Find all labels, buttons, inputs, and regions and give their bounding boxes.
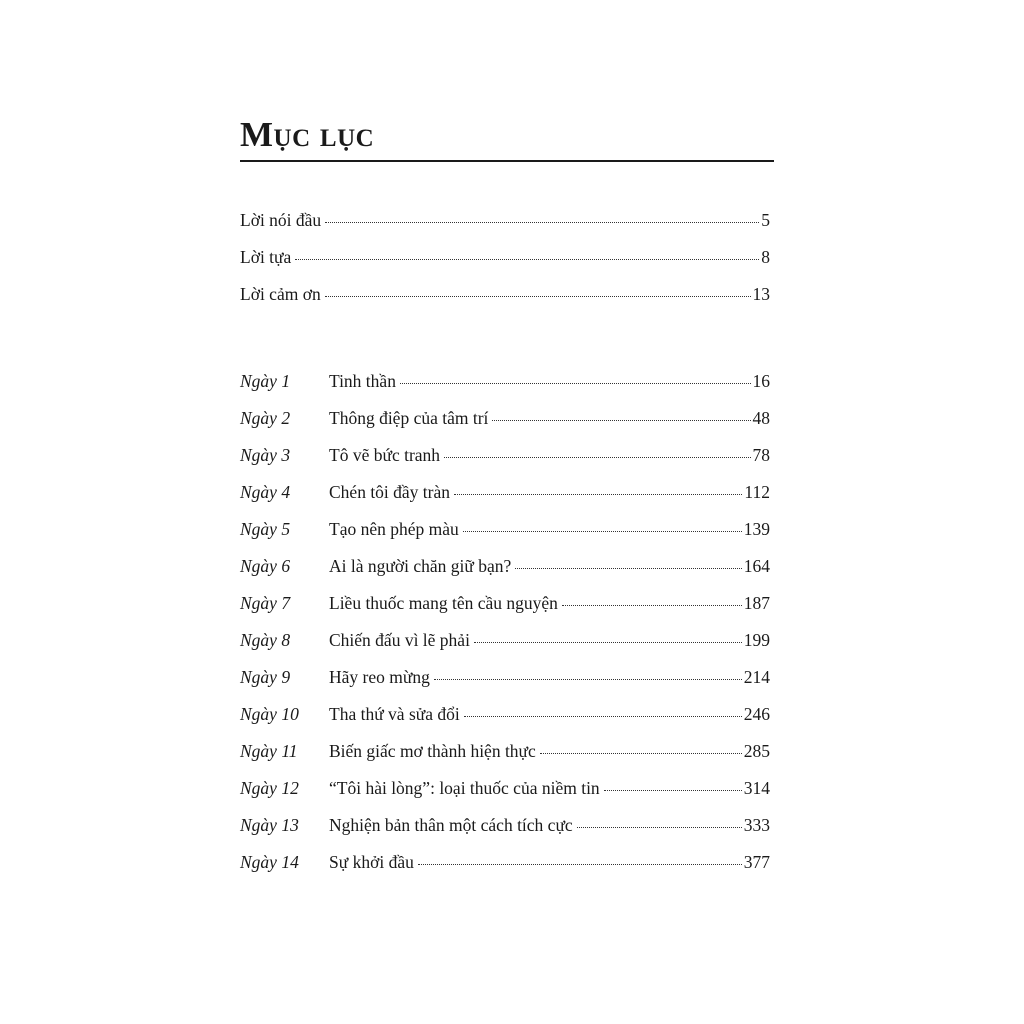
page-number: 5 xyxy=(761,210,770,230)
toc-entry-day-7[interactable] xyxy=(240,593,774,630)
dot-leader xyxy=(400,383,751,384)
day-label: Ngày 2 xyxy=(240,408,291,428)
toc-entry-preface[interactable] xyxy=(240,210,774,247)
dot-leader xyxy=(325,296,751,297)
day-label: Ngày 7 xyxy=(240,593,291,613)
dot-leader xyxy=(562,605,742,606)
entry-title: Nghiện bản thân một cách tích cực xyxy=(329,815,573,835)
entry-title: Lời tựa xyxy=(240,247,292,267)
page-number: 13 xyxy=(752,284,770,304)
page-number: 285 xyxy=(743,741,770,761)
days-list xyxy=(240,371,774,889)
page-number: 8 xyxy=(761,247,770,267)
entry-title: “Tôi hài lòng”: loại thuốc của niềm tin xyxy=(329,778,600,798)
day-label: Ngày 1 xyxy=(240,371,291,391)
toc-entry-day-5[interactable] xyxy=(240,519,774,556)
dot-leader xyxy=(515,568,741,569)
dot-leader xyxy=(295,259,759,260)
dot-leader xyxy=(434,679,742,680)
dot-leader xyxy=(540,753,742,754)
entry-title: Sự khởi đầu xyxy=(329,852,414,872)
entry-title: Tinh thần xyxy=(329,371,396,391)
toc-entry-foreword[interactable] xyxy=(240,247,774,284)
page-number: 16 xyxy=(752,371,770,391)
toc-entry-day-14[interactable] xyxy=(240,852,774,889)
dot-leader xyxy=(463,531,742,532)
dot-leader xyxy=(577,827,742,828)
entry-title: Tha thứ và sửa đổi xyxy=(329,704,460,724)
dot-leader xyxy=(418,864,742,865)
day-label: Ngày 10 xyxy=(240,704,299,724)
entry-title: Tô vẽ bức tranh xyxy=(329,445,441,465)
toc-entry-day-2[interactable] xyxy=(240,408,774,445)
toc-entry-day-9[interactable] xyxy=(240,667,774,704)
page-number: 214 xyxy=(743,667,770,687)
day-label: Ngày 5 xyxy=(240,519,291,539)
toc-entry-day-12[interactable] xyxy=(240,778,774,815)
toc-entry-day-1[interactable] xyxy=(240,371,774,408)
entry-title: Thông điệp của tâm trí xyxy=(329,408,489,428)
table-of-contents-page xyxy=(240,112,774,889)
day-label: Ngày 6 xyxy=(240,556,291,576)
page-number: 246 xyxy=(743,704,770,724)
toc-entry-day-8[interactable] xyxy=(240,630,774,667)
toc-entry-day-4[interactable] xyxy=(240,482,774,519)
page-number: 199 xyxy=(743,630,770,650)
dot-leader xyxy=(492,420,750,421)
toc-entry-day-11[interactable] xyxy=(240,741,774,778)
page-number: 333 xyxy=(743,815,770,835)
day-label: Ngày 13 xyxy=(240,815,299,835)
dot-leader xyxy=(454,494,742,495)
page-number: 48 xyxy=(752,408,770,428)
entry-title: Hãy reo mừng xyxy=(329,667,430,687)
page-number: 112 xyxy=(744,482,770,502)
page-number: 139 xyxy=(743,519,770,539)
entry-title: Tạo nên phép màu xyxy=(329,519,459,539)
page-title: Mục lục xyxy=(240,115,375,154)
title-divider xyxy=(240,160,774,162)
day-label: Ngày 12 xyxy=(240,778,299,798)
day-label: Ngày 4 xyxy=(240,482,291,502)
toc-entry-day-10[interactable] xyxy=(240,704,774,741)
day-label: Ngày 3 xyxy=(240,445,291,465)
dot-leader xyxy=(604,790,742,791)
page-number: 314 xyxy=(743,778,770,798)
entry-title: Lời nói đầu xyxy=(240,210,322,230)
entry-title: Lời cảm ơn xyxy=(240,284,321,304)
toc-entry-acknowledgements[interactable] xyxy=(240,284,774,321)
dot-leader xyxy=(464,716,742,717)
toc-entry-day-13[interactable] xyxy=(240,815,774,852)
day-label: Ngày 11 xyxy=(240,741,298,761)
dot-leader xyxy=(474,642,742,643)
entry-title: Chiến đấu vì lẽ phải xyxy=(329,630,470,650)
page-number: 377 xyxy=(743,852,770,872)
entry-title: Liều thuốc mang tên cầu nguyện xyxy=(329,593,558,613)
entry-title: Chén tôi đầy tràn xyxy=(329,482,451,502)
page-number: 187 xyxy=(743,593,770,613)
day-label: Ngày 9 xyxy=(240,667,291,687)
dot-leader xyxy=(444,457,750,458)
day-label: Ngày 14 xyxy=(240,852,299,872)
day-label: Ngày 8 xyxy=(240,630,291,650)
entry-title: Biến giấc mơ thành hiện thực xyxy=(329,741,536,761)
toc-entry-day-6[interactable] xyxy=(240,556,774,593)
entry-title: Ai là người chăn giữ bạn? xyxy=(329,556,512,576)
page-number: 78 xyxy=(752,445,770,465)
page-number: 164 xyxy=(743,556,770,576)
toc-entry-day-3[interactable] xyxy=(240,445,774,482)
dot-leader xyxy=(325,222,759,223)
front-matter-list xyxy=(240,210,774,321)
